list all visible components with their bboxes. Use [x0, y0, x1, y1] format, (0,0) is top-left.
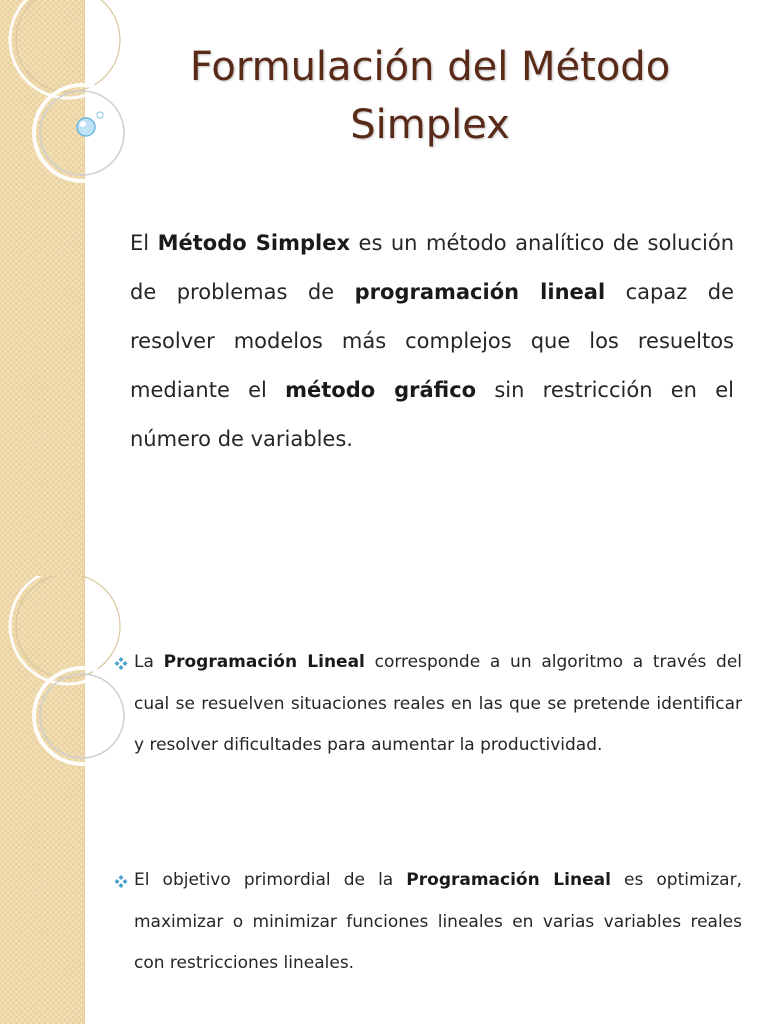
bullet-2-text-2: es optimizar, maximizar o minimizar funciones lineales en varias variables reales con restricciones lineales.: [134, 870, 742, 973]
intro-text-1: El: [130, 231, 158, 255]
bullet-1-text-1: La: [134, 652, 164, 672]
intro-bold-metodo-grafico: método gráfico: [285, 378, 477, 402]
bullet-2-bold: Programación Lineal: [406, 870, 611, 890]
intro-text-2: es un método analítico de solución de problemas de: [130, 231, 734, 304]
intro-bold-metodo-simplex: Método Simplex: [157, 231, 351, 255]
decorative-rings-icon: [0, 576, 130, 836]
four-diamond-bullet-icon: [112, 860, 130, 901]
intro-bold-programacion-lineal: programación lineal: [354, 280, 606, 304]
bullet-1-text-2: corresponde a un algoritmo a través del cual se resuelven situaciones reales en las que se pretende identificar y resolver dificultades para aumentar la productividad.: [134, 652, 743, 755]
intro-text-3: capaz de resolver modelos más complejos que los resueltos mediante el: [130, 280, 734, 402]
slide-title: Formulación del Método Simplex: [189, 44, 671, 148]
four-diamond-bullet-icon: [112, 642, 130, 683]
bullet-objetivo: [134, 860, 742, 985]
decorative-rings-icon: [0, 0, 130, 260]
bullet-1-bold: Programación Lineal: [163, 652, 365, 672]
bullet-2-text-1: El objetivo primordial de la: [134, 870, 407, 890]
bullet-programacion-lineal: [134, 642, 742, 767]
intro-paragraph: [130, 219, 734, 464]
intro-text-4: sin restricción en el número de variables.: [130, 378, 734, 451]
